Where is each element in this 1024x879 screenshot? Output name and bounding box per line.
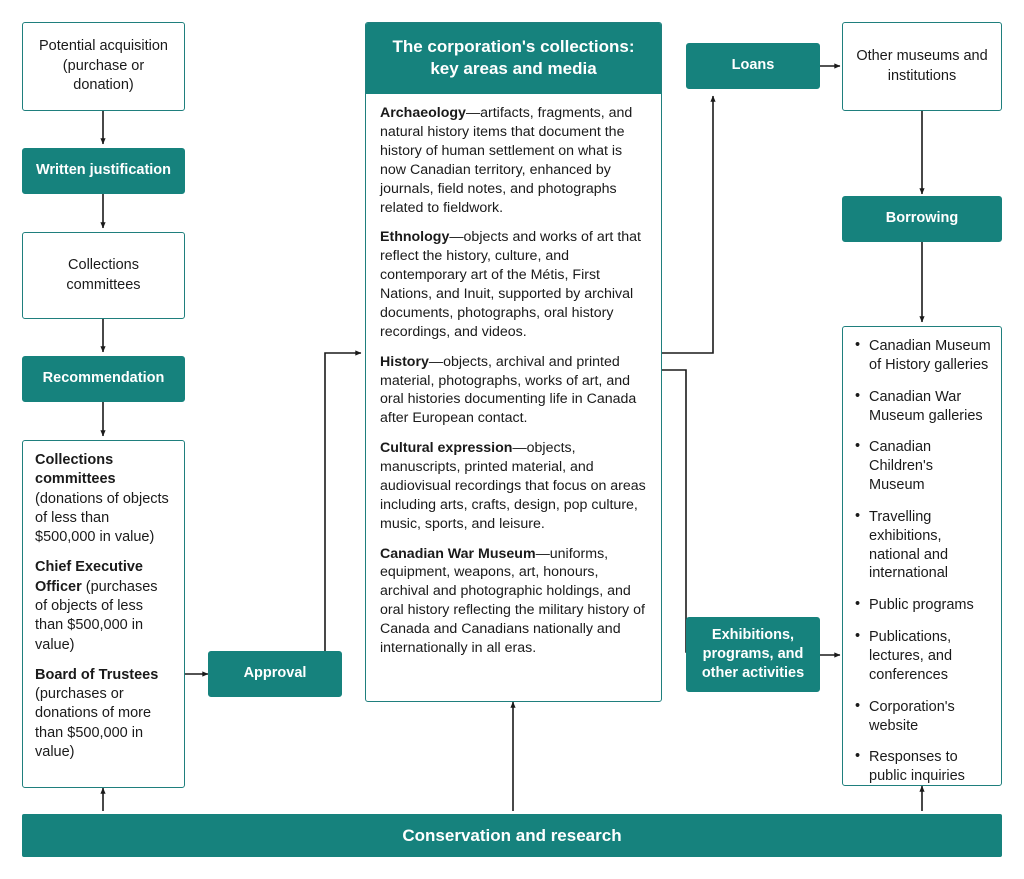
collections-entry-cultural-expression [380,439,647,533]
collections-panel-body [366,94,661,668]
collections-entry-archaeology [380,104,647,217]
collections-entry-canadian-war-museum [380,545,647,658]
potential-acquisition-label: Potential acquisition (purchase or donation) [39,38,168,94]
collections-panel [365,22,662,702]
outputs-list [855,337,991,786]
authority-ceo [35,558,172,654]
list-item: • Publications, lectures, and conferences [855,628,991,685]
conservation-research-label: Conservation and research [402,825,622,845]
collections-panel-heading: The corporation's collections: key areas and media [366,23,661,94]
entry-term-cultural-expression: Cultural expression [380,440,513,457]
other-museums-box [842,22,1002,111]
collections-entry-history [380,353,647,429]
borrowing-box [842,196,1002,242]
exhibitions-label: Exhibitions, programs, and other activities [701,627,805,681]
list-item: • Responses to public inquiries [855,748,991,786]
recommendation-box [22,356,185,402]
authority-3-text: (purchases or donations of more than $500,000 in value) [35,686,152,760]
approval-authorities-box [22,440,185,788]
list-item: • Canadian War Museum galleries [855,388,991,426]
authority-2-text: (purchases of objects of less than $500,000 in value) [35,578,158,653]
collections-committees-box [22,232,185,319]
approval-box [208,651,342,697]
approval-label: Approval [243,665,307,682]
entry-text-history: —objects, archival and printed material, photographs, works of art, and oral histories documenting life in Canada after European contact. [380,353,637,427]
entry-text-archaeology: —artifacts, fragments, and natural history items that document the history of human settlement on what is now Canadian territory, enhanced by journals, field notes, and photographs related to fieldwork. [380,105,633,216]
entry-text-canadian-war-museum: —uniforms, equipment, weapons, art, honours, archival and photographic holdings, and oral history reflecting the military history of Canada and Canadians nationally and internationally in all eras. [380,545,645,656]
loans-box [686,43,820,89]
authority-1-text: (donations of objects of less than $500,000 in value) [35,490,169,546]
entry-term-archaeology: Archaeology [380,105,466,122]
potential-acquisition-box [22,22,185,111]
authority-3-term: Board of Trustees [35,666,159,683]
loans-label: Loans [731,57,775,74]
recommendation-label: Recommendation [42,370,165,387]
entry-text-ethnology: —objects and works of art that reflect the history, culture, and contemporary art of the Métis, First Nations, and Inuit, supported by archival documents, photographs, oral history recordings, and videos. [380,229,641,340]
borrowing-label: Borrowing [885,210,959,227]
entry-term-history: History [380,353,429,370]
outputs-box [842,326,1002,786]
exhibitions-box [686,617,820,692]
collections-entry-ethnology [380,228,647,341]
authority-2-term: Chief Executive Officer [35,559,143,595]
authority-collections-committees [35,451,172,547]
authority-1-term: Collections committees [35,452,116,488]
written-justification-box [22,148,185,194]
list-item: • Canadian Museum of History galleries [855,337,991,375]
list-item: • Canadian Children's Museum [855,438,991,495]
entry-term-canadian-war-museum: Canadian War Museum [380,545,536,562]
conservation-research-bar [22,814,1002,857]
other-museums-label: Other museums and institutions [856,47,988,84]
entry-term-ethnology: Ethnology [380,229,450,246]
list-item: • Public programs [855,596,991,615]
list-item: • Travelling exhibitions, national and international [855,508,991,583]
entry-text-cultural-expression: —objects, manuscripts, printed material, and audiovisual recordings that focus on areas including arts, crafts, design, pop culture, music, sports, and leisure. [380,440,646,532]
collections-committees-label: Collections committees [66,256,141,293]
written-justification-label: Written justification [35,162,172,179]
list-item: • Corporation's website [855,698,991,736]
authority-board [35,666,172,762]
